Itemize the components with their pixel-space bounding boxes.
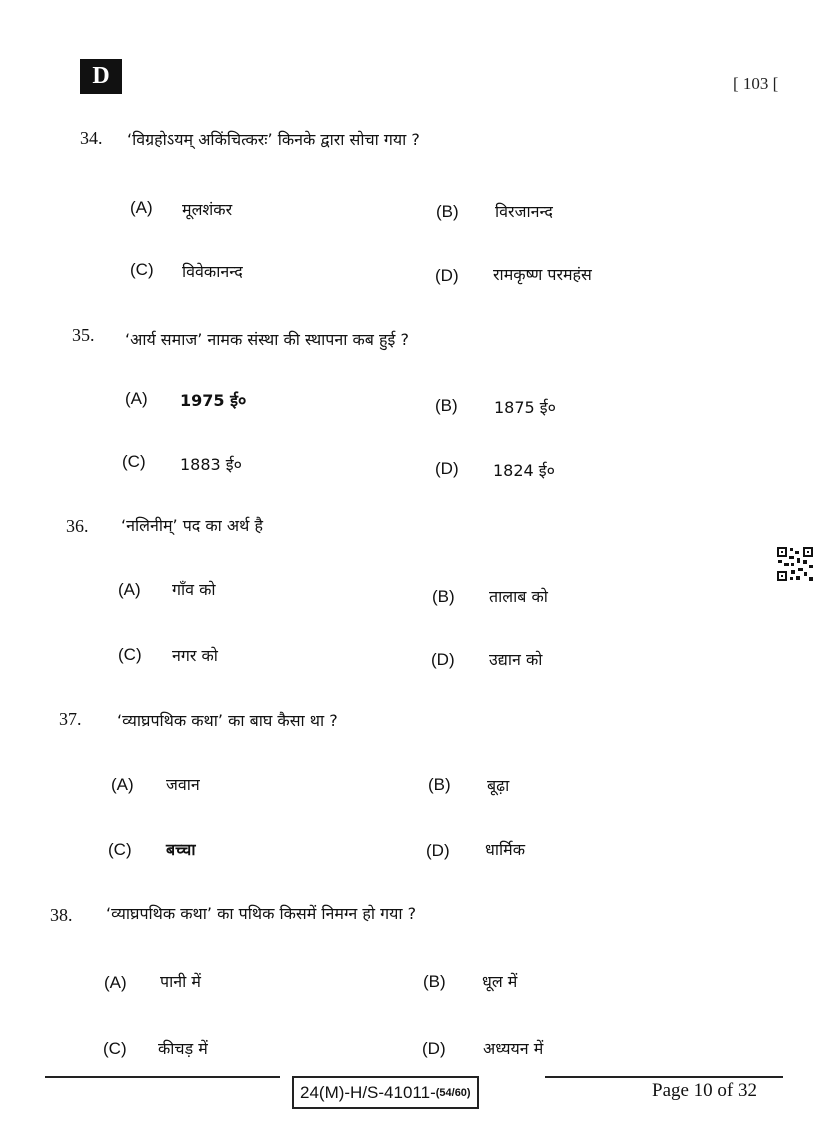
q35-option-c-label: (C) [122, 452, 146, 471]
q37-option-b-text: बूढ़ा [487, 776, 510, 795]
q35-option-c-text: 1883 ई० [180, 455, 242, 474]
q36-option-a-text: गाँव को [172, 580, 216, 599]
q34-option-d-label: (D) [435, 266, 459, 285]
question-37-text: ‘व्याघ्रपथिक कथा’ का बाघ कैसा था ? [117, 711, 338, 730]
q36-option-b-label: (B) [432, 587, 455, 606]
paper-code-box [292, 1076, 479, 1109]
question-35-number: 35. [72, 325, 95, 345]
question-38-number: 38. [50, 905, 73, 925]
question-34-text: ‘विग्रहोऽयम् अकिंचित्करः’ किनके द्वारा सोचा गया ? [127, 130, 420, 149]
q37-option-d-label: (D) [426, 841, 450, 860]
q36-option-d-label: (D) [431, 650, 455, 669]
question-34-number: 34. [80, 128, 103, 148]
page-number: Page 10 of 32 [652, 1080, 758, 1101]
q37-option-b-label: (B) [428, 775, 451, 794]
set-code-badge: D [80, 59, 122, 94]
qr-code-icon [776, 546, 814, 582]
q37-option-a-label: (A) [111, 775, 134, 794]
q37-option-c-label: (C) [108, 840, 132, 859]
q38-option-c-text: कीचड़ में [158, 1039, 208, 1058]
q34-option-c-text: विवेकानन्द [182, 262, 243, 281]
question-35-text: ‘आर्य समाज’ नामक संस्था की स्थापना कब हुई ? [125, 330, 409, 349]
question-38-text: ‘व्याघ्रपथिक कथा’ का पथिक किसमें निमग्न हो गया ? [106, 904, 417, 923]
q34-option-a-label: (A) [130, 198, 153, 217]
q35-option-a-label: (A) [125, 389, 148, 408]
question-36-text: ‘नलिनीम्’ पद का अर्थ है [121, 516, 263, 535]
question-37-number: 37. [59, 709, 82, 729]
page-code: [ 103 [ [733, 74, 779, 93]
q35-option-b-text: 1875 ई० [494, 398, 556, 417]
q38-option-b-text: धूल में [482, 972, 518, 991]
q35-option-b-label: (B) [435, 396, 458, 415]
q37-option-d-text: धार्मिक [485, 840, 525, 859]
q37-option-a-text: जवान [166, 775, 200, 794]
footer-divider-left [45, 1076, 280, 1078]
q34-option-d-text: रामकृष्ण परमहंस [493, 265, 592, 284]
paper-code: 24(M)-H/S-41011- [300, 1082, 436, 1102]
q36-option-d-text: उद्यान को [489, 650, 543, 669]
question-36-number: 36. [66, 516, 89, 536]
q38-option-b-label: (B) [423, 972, 446, 991]
q34-option-b-label: (B) [436, 202, 459, 221]
q35-option-a-text: 1975 ई० [180, 391, 247, 410]
q35-option-d-text: 1824 ई० [493, 461, 555, 480]
q38-option-a-label: (A) [104, 973, 127, 992]
q38-option-c-label: (C) [103, 1039, 127, 1058]
q34-option-a-text: मूलशंकर [182, 200, 233, 219]
q34-option-c-label: (C) [130, 260, 154, 279]
q38-option-a-text: पानी में [160, 972, 201, 991]
q36-option-a-label: (A) [118, 580, 141, 599]
q36-option-c-label: (C) [118, 645, 142, 664]
q38-option-d-text: अध्ययन में [483, 1039, 544, 1058]
q38-option-d-label: (D) [422, 1039, 446, 1058]
paper-code-suffix: (54/60) [435, 1086, 471, 1099]
q36-option-c-text: नगर को [172, 646, 218, 665]
footer-divider-right [545, 1076, 783, 1078]
q34-option-b-text: विरजानन्द [495, 202, 553, 221]
q35-option-d-label: (D) [435, 459, 459, 478]
q36-option-b-text: तालाब को [489, 587, 548, 606]
q37-option-c-text: बच्चा [166, 840, 196, 859]
